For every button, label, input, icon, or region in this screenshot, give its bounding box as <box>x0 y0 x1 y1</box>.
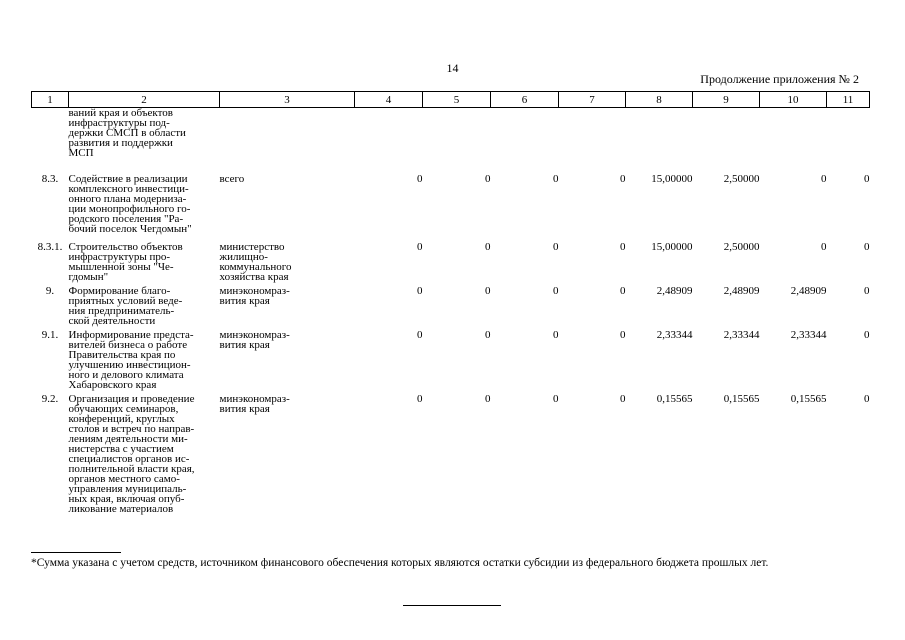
column-header: 10 <box>760 92 827 108</box>
measure-name-line: ваний края и объектов <box>68 107 173 119</box>
amount-cell: 0 <box>417 393 423 405</box>
measure-name-line: онного плана модерниза- <box>68 193 187 205</box>
amount-cell: 0 <box>553 329 559 341</box>
responsible-executor <box>220 394 355 514</box>
column-header: 2 <box>69 92 220 108</box>
amount-cell <box>827 108 870 169</box>
measure-name-line: Строительство объектов <box>68 241 183 253</box>
measure-name-line: ния предприниматель- <box>68 305 175 317</box>
responsible-line: коммунального <box>219 261 292 273</box>
amount-cell: 0 <box>620 173 626 185</box>
amount-cell: 0 <box>553 393 559 405</box>
amount-cell: 0 <box>417 241 423 253</box>
amount-cell: 15,00000 <box>651 241 693 253</box>
measure-name-line: мышленной зоны "Че- <box>68 261 174 273</box>
amount-cell: 0 <box>553 241 559 253</box>
responsible-line: жилищно- <box>219 251 268 263</box>
table-row <box>32 168 870 242</box>
responsible-line: минэкономраз- <box>219 393 290 405</box>
amount-cell: 2,48909 <box>723 285 760 297</box>
amount-cell: 0 <box>864 393 870 405</box>
responsible-executor <box>220 330 355 394</box>
amount-cell: 0 <box>620 285 626 297</box>
responsible-line: минэкономраз- <box>219 285 290 297</box>
column-header: 4 <box>355 92 423 108</box>
measure-name-line: управления муниципаль- <box>68 483 187 495</box>
amount-cell <box>626 108 693 169</box>
appendix-continuation-label: Продолжение приложения № 2 <box>700 72 859 86</box>
measure-name-line: гдомын" <box>68 271 109 283</box>
amount-cell: 0 <box>485 285 491 297</box>
measure-name-line: родского поселения "Ра- <box>68 213 184 225</box>
measure-name-line: бочий поселок Чегдомын" <box>68 223 192 235</box>
table-row <box>32 330 870 394</box>
responsible-line: минэкономраз- <box>219 329 290 341</box>
amount-cell: 0 <box>485 329 491 341</box>
amount-cell: 0 <box>485 241 491 253</box>
measure-name-line: ской деятельности <box>68 315 156 327</box>
measure-name-line: Формирование благо- <box>68 285 171 297</box>
column-header: 8 <box>626 92 693 108</box>
responsible-executor <box>220 168 355 242</box>
table-body <box>32 108 870 515</box>
responsible-executor <box>220 286 355 330</box>
amount-cell: 0 <box>417 329 423 341</box>
page-number: 14 <box>446 61 459 75</box>
table-row <box>32 108 870 169</box>
measure-name-line: улучшению инвестицион- <box>68 359 191 371</box>
measure-name-line: конференций, круглых <box>68 413 175 425</box>
measure-name-line: Хабаровского края <box>68 379 157 391</box>
column-header: 3 <box>220 92 355 108</box>
amount-cell: 0 <box>417 173 423 185</box>
responsible-executor <box>220 242 355 286</box>
row-number: 9.1. <box>41 329 59 341</box>
amount-cell <box>491 108 559 169</box>
amount-cell: 0 <box>864 173 870 185</box>
amount-cell: 0 <box>821 241 827 253</box>
measure-name-line: комплексного инвестици- <box>68 183 189 195</box>
measure-name-line: специалистов органов ис- <box>68 453 190 465</box>
measure-name-line: Содействие в реализации <box>68 173 188 185</box>
column-header: 5 <box>423 92 491 108</box>
measure-name-line: Организация и проведение <box>68 393 195 405</box>
responsible-line: вития края <box>219 339 270 351</box>
measure-name-line: столов и встреч по направ- <box>68 423 195 435</box>
amount-cell: 2,33344 <box>656 329 693 341</box>
measure-name-line: лениям деятельности ми- <box>68 433 188 445</box>
measure-name-line: приятных условий веде- <box>68 295 183 307</box>
measure-name-line: инфраструктуры под- <box>68 117 170 129</box>
column-header: 1 <box>32 92 69 108</box>
amount-cell: 0 <box>620 241 626 253</box>
table-header-row <box>32 92 870 108</box>
amount-cell: 0 <box>864 241 870 253</box>
measure-name <box>69 330 220 394</box>
measure-name-line: Правительства края по <box>68 349 176 361</box>
amount-cell: 0 <box>485 393 491 405</box>
amount-cell: 0 <box>620 393 626 405</box>
amount-cell <box>760 108 827 169</box>
row-number: 9. <box>45 285 55 297</box>
amount-cell: 0,15565 <box>723 393 760 405</box>
row-number: 8.3.1. <box>37 241 63 253</box>
amount-cell <box>355 108 423 169</box>
measure-name-line: развития и поддержки <box>68 137 173 149</box>
table-row <box>32 286 870 330</box>
table-row <box>32 242 870 286</box>
responsible-line: хозяйства края <box>219 271 289 283</box>
row-number: 9.2. <box>41 393 59 405</box>
column-header: 7 <box>559 92 626 108</box>
amount-cell: 0 <box>553 173 559 185</box>
measure-name-line: инфраструктуры про- <box>68 251 171 263</box>
amount-cell <box>423 108 491 169</box>
amount-cell: 0 <box>417 285 423 297</box>
page-end-rule <box>403 605 501 606</box>
measure-name-line: полнительной власти края, <box>68 463 195 475</box>
measure-name-line: вителей бизнеса о работе <box>68 339 188 351</box>
amount-cell: 0 <box>821 173 827 185</box>
amount-cell: 0 <box>553 285 559 297</box>
row-number <box>32 108 69 169</box>
table-row <box>32 394 870 514</box>
responsible-line: вития края <box>219 295 270 307</box>
measure-name <box>69 286 220 330</box>
measure-name-line: держки СМСП в области <box>68 127 186 139</box>
amount-cell <box>693 108 760 169</box>
column-header: 11 <box>827 92 870 108</box>
measure-name-line: ликование материалов <box>68 503 174 515</box>
amount-cell: 0 <box>864 285 870 297</box>
amount-cell: 2,48909 <box>656 285 693 297</box>
amount-cell: 2,50000 <box>723 173 760 185</box>
responsible-line: министерство <box>219 241 285 253</box>
amount-cell: 0 <box>485 173 491 185</box>
measure-name-line: МСП <box>68 147 94 159</box>
measure-name-line: ных края, включая опуб- <box>68 493 185 505</box>
amount-cell: 0 <box>864 329 870 341</box>
footnote-separator <box>31 552 121 553</box>
responsible-line: вития края <box>219 403 270 415</box>
amount-cell: 2,33344 <box>790 329 827 341</box>
amount-cell: 15,00000 <box>651 173 693 185</box>
amount-cell: 2,48909 <box>790 285 827 297</box>
responsible-line: всего <box>219 173 245 185</box>
financing-table <box>31 91 870 514</box>
measure-name-line: нистерства с участием <box>68 443 174 455</box>
amount-cell: 0,15565 <box>790 393 827 405</box>
row-number: 8.3. <box>41 173 59 185</box>
column-header: 9 <box>693 92 760 108</box>
amount-cell: 2,50000 <box>723 241 760 253</box>
column-header: 6 <box>491 92 559 108</box>
amount-cell: 2,33344 <box>723 329 760 341</box>
measure-name <box>69 242 220 286</box>
measure-name <box>69 108 220 169</box>
measure-name <box>69 394 220 514</box>
amount-cell: 0,15565 <box>656 393 693 405</box>
measure-name-line: ции монопрофильного го- <box>68 203 191 215</box>
measure-name-line: органов местного само- <box>68 473 180 485</box>
measure-name <box>69 168 220 242</box>
measure-name-line: ного и делового климата <box>68 369 184 381</box>
amount-cell: 0 <box>620 329 626 341</box>
measure-name-line: Информирование предста- <box>68 329 194 341</box>
footnote: *Сумма указана с учетом средств, источником финансового обеспечения которых являются остатки субсидии из федерального бюджета прошлых лет. <box>31 557 769 569</box>
responsible-executor <box>220 108 355 169</box>
measure-name-line: обучающих семинаров, <box>68 403 179 415</box>
amount-cell <box>559 108 626 169</box>
